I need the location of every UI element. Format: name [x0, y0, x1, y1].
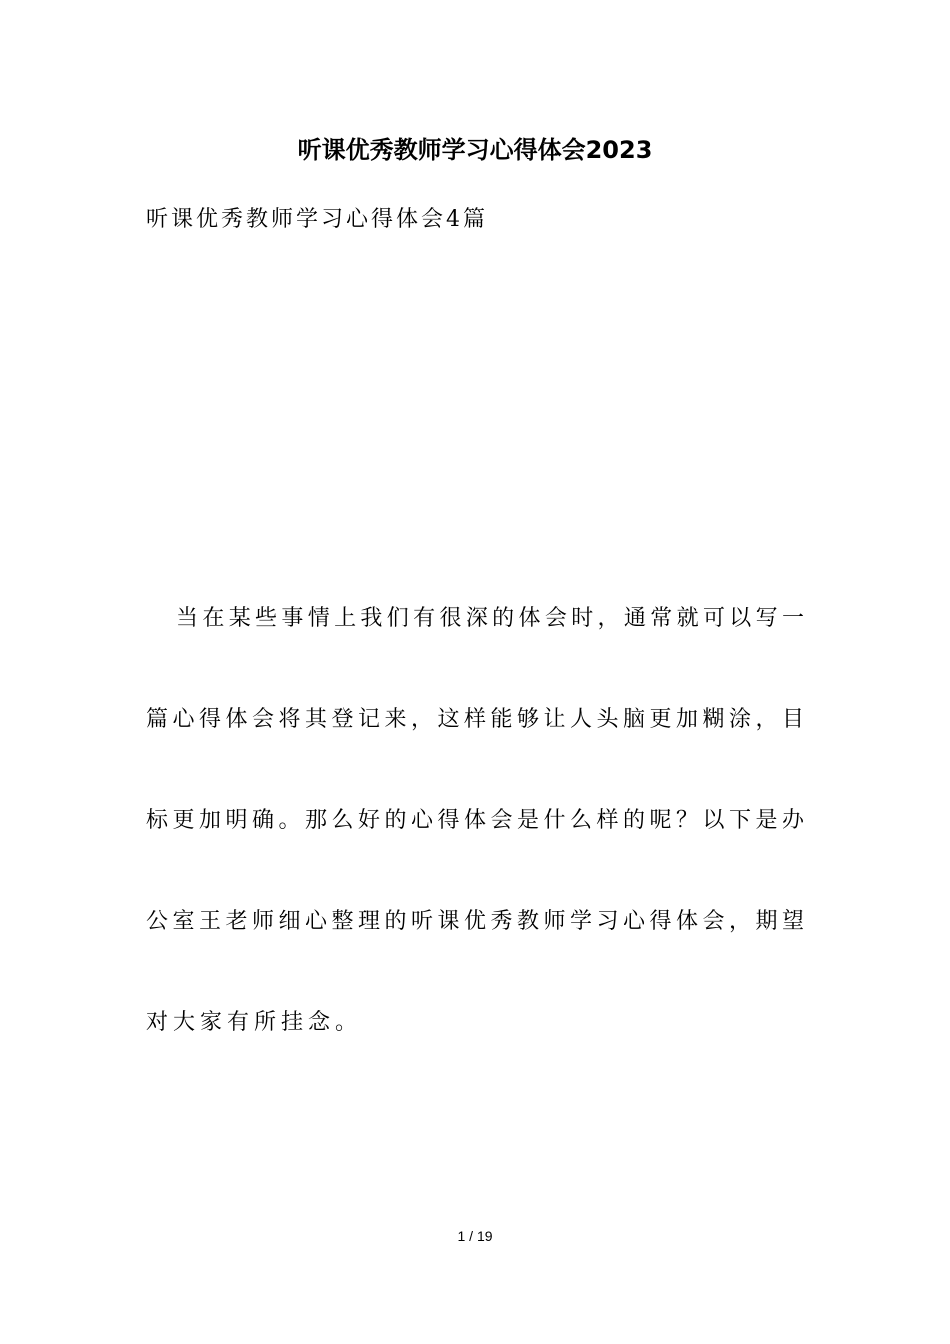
document-subtitle: 听课优秀教师学习心得体会4篇	[146, 207, 488, 232]
paragraph-line: 篇心得体会将其登记来，这样能够让人头脑更加糊涂，目	[146, 707, 806, 732]
document-title: 听课优秀教师学习心得体会2023	[297, 136, 653, 164]
paragraph-line: 对大家有所挂念。	[146, 1010, 363, 1035]
page-number: 1 / 19	[457, 1228, 493, 1244]
paragraph-line: 公室王老师细心整理的听课优秀教师学习心得体会，期望	[146, 909, 806, 934]
intro-paragraph	[146, 594, 806, 1099]
paragraph-line: 标更加明确。那么好的心得体会是什么样的呢？以下是办	[146, 808, 806, 833]
paragraph-line: 当在某些事情上我们有很深的体会时，通常就可以写一	[176, 606, 806, 631]
